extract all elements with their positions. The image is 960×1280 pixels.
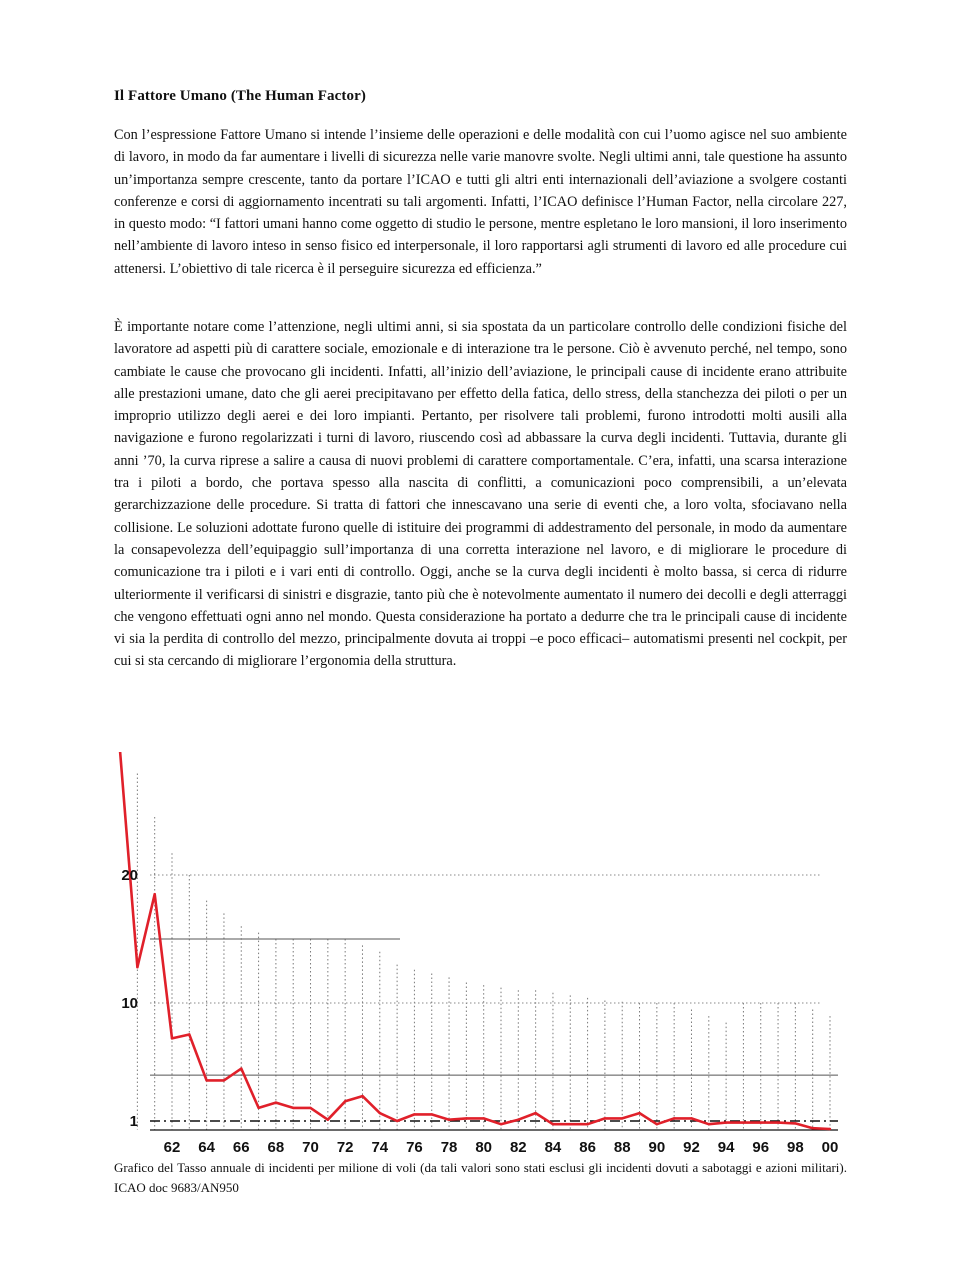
incident-rate-point [171,1037,173,1039]
x-tick-label: 96 [752,1139,770,1156]
y-tick-label: 10 [121,995,138,1012]
x-tick-label: 86 [579,1139,596,1156]
incident-rate-point [604,1117,606,1119]
incident-rate-point [586,1123,588,1125]
incident-rate-point [517,1119,519,1121]
x-tick-label: 88 [613,1139,631,1156]
incident-rate-point [448,1119,450,1121]
incident-rate-point [223,1079,225,1081]
incident-rate-point [569,1123,571,1125]
incident-rate-point [136,966,138,968]
x-tick-label: 70 [302,1139,319,1156]
incident-rate-point [483,1117,485,1119]
incident-rate-point [465,1117,467,1119]
paragraph-2: È importante notare come l’attenzione, negli ultimi anni, si sia spostata da un particolare controllo delle condizioni fisiche del lavoratore ad aspetti più di carattere sociale, emozionale e di interazione tra le persone. Ciò è avvenuto perché, nel tempo, sono cambiate le cause che provocano gli incidenti. Infatti, all’inizio dell’aviazione, le principali cause di incidente erano attribuite alle prestazioni umane, dato che gli aerei precipitavano per effetto della fatica, dello stress, della stanchezza dei piloti o per un improprio utilizzo degli aerei e dei loro impianti. Pertanto, per risolvere tali problemi, furono introdotti molti ausili alla navigazione e furono regolarizzati i turni di lavoro, riuscendo così ad abbassare la curva degli incidenti. Tuttavia, durante gli anni ’70, la curva riprese a salire a causa di nuovi problemi di carattere comportamentale. C’era, infatti, una scarsa interazione tra i piloti a bordo, che portava spesso alla nascita di conflitti, a comunicazioni poco comprensibili, a un’elevata gerarchizzazione delle procedure. Si tratta di fattori che innescavano una serie di eventi che, a loro volta, sfociavano nella collisione. Le soluzioni adottate furono quelle di istituire dei programmi di addestramento del personale, in modo da aumentare la consapevolezza dell’equipaggio sull’importanza di una corretta interazione nel lavoro, e di migliorare le procedure di comunicazione tra i piloti e i vari enti di controllo. Oggi, anche se la curva degli incidenti è molto bassa, si cerca di ridurre ulteriormente il verificarsi di sinistri e disgrazie, tanto più che è notevolmente aumentato il numero dei decolli e degli atterraggi che vengono effettuati ogni anno nel mondo. Questa considerazione ha portato a dedurre che tra le principali cause di incidente vi sia la perdita di controllo del mezzo, principalmente dovuta ai troppi –e poco efficaci– automatismi presenti nel cockpit, per cui si sta cercando di migliorare l’ergonomia della struttura. [114,319,847,670]
incident-rate-point [188,1033,190,1035]
x-tick-label: 82 [509,1139,527,1156]
incident-rate-point [829,1128,831,1130]
x-tick-label: 98 [787,1139,804,1156]
y-tick-label: 1 [129,1113,138,1130]
incident-rate-point [760,1121,762,1123]
x-tick-label: 84 [544,1139,562,1156]
incident-rate-point [638,1112,640,1114]
x-tick-label: 72 [336,1139,354,1156]
incident-rate-point [292,1107,294,1109]
incident-rate-point [327,1119,329,1121]
incident-rate-point [690,1117,692,1119]
incident-rate-point [396,1120,398,1122]
incident-rate-point [431,1113,433,1115]
incident-rate-point [309,1107,311,1109]
incident-rate-point [154,893,156,895]
x-tick-label: 74 [371,1139,389,1156]
chart-caption: Grafico del Tasso annuale di incidenti per milione di voli (da tali valori sono stati esclusi gli incidenti dovuti a sabotaggi e azioni militari). ICAO doc 9683/AN950 [114,1160,847,1195]
document-title: Il Fattore Umano (The Human Factor) [114,88,366,104]
x-tick-label: 80 [475,1139,493,1156]
incident-rate-point [379,1112,381,1114]
incident-rate-point [500,1123,502,1125]
incident-rate-point [275,1101,277,1103]
incident-rate-point [656,1123,658,1125]
y-tick-label: 20 [121,867,138,884]
incident-rate-point [240,1067,242,1069]
incident-rate-point [534,1112,536,1114]
incident-rate-point [344,1100,346,1102]
incident-rate-point [413,1113,415,1115]
incident-rate-point [361,1095,363,1097]
incident-rate-point [742,1121,744,1123]
incident-rate-chart [110,752,850,1162]
x-tick-label: 00 [821,1139,839,1156]
incident-rate-point [777,1121,779,1123]
x-tick-label: 62 [163,1139,181,1156]
x-tick-label: 66 [232,1139,250,1156]
incident-rate-point [794,1122,796,1124]
x-tick-label: 90 [648,1139,666,1156]
x-tick-label: 94 [717,1139,735,1156]
incident-rate-point [725,1121,727,1123]
incident-rate-series-line [120,752,830,1129]
x-tick-label: 92 [683,1139,700,1156]
x-tick-label: 64 [198,1139,215,1156]
incident-rate-point [812,1127,814,1129]
x-tick-label: 78 [440,1139,458,1156]
x-tick-label: 68 [267,1139,285,1156]
incident-rate-point [257,1107,259,1109]
x-tick-label: 76 [406,1139,423,1156]
incident-rate-point [552,1123,554,1125]
incident-rate-point [708,1123,710,1125]
incident-rate-point [673,1117,675,1119]
paragraph-1: Con l’espressione Fattore Umano si intende l’insieme delle operazioni e delle modalità con cui l’uomo agisce nel suo ambiente di lavoro, in modo da far aumentare i livelli di sicurezza nelle varie manovre svolte. Negli ultimi anni, tale questione ha assunto un’importanza sempre crescente, tanto da portare l’ICAO e tutti gli altri enti internazionali dell’aviazione a svolgere costanti conferenze e corsi di aggiornamento incentrati su tali argomenti. Infatti, l’ICAO definisce l’Human Factor, nella circolare 227, in questo modo: “I fattori umani hanno come oggetto di studio le persone, mentre espletano le loro mansioni, il loro inserimento nell’ambiente di lavoro inteso in senso fisico ed interpersonale, il loro rapportarsi agli strumenti di lavoro ed alle procedure cui attenersi. L’obiettivo di tale ricerca è il perseguire sicurezza ed efficienza.” [114,127,847,277]
incident-rate-point [621,1117,623,1119]
incident-rate-point [205,1079,207,1081]
